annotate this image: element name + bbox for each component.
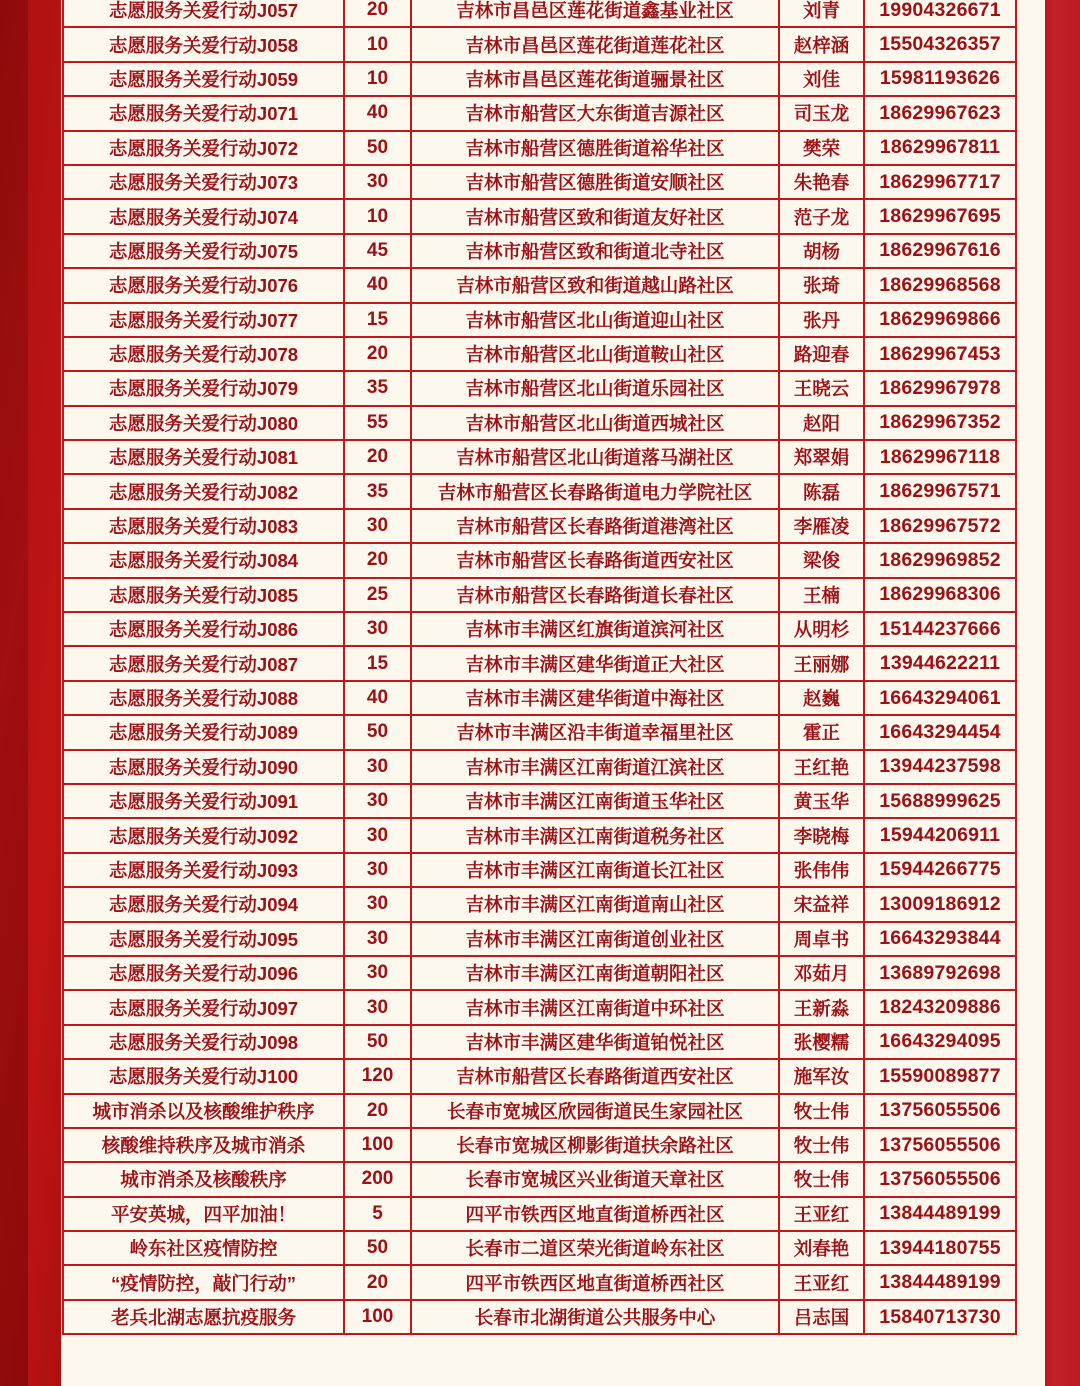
table-row	[63, 337, 1016, 371]
cell-organization: 吉林市船营区长春路街道电力学院社区	[411, 474, 779, 508]
cell-activity-name: 志愿服务关爱行动J057	[63, 0, 344, 27]
cell-phone-number: 13756055506	[864, 1094, 1016, 1128]
cell-participant-count: 35	[344, 371, 411, 405]
cell-contact-person: 王红艳	[779, 750, 864, 784]
cell-contact-person: 牧士伟	[779, 1128, 864, 1162]
cell-phone-number: 15144237666	[864, 612, 1016, 646]
table-row	[63, 646, 1016, 680]
cell-organization: 吉林市船营区北山街道迎山社区	[411, 303, 779, 337]
cell-contact-person: 李雁凌	[779, 509, 864, 543]
table-body	[63, 0, 1016, 1334]
cell-organization: 吉林市丰满区江南街道税务社区	[411, 818, 779, 852]
cell-activity-name: 志愿服务关爱行动J073	[63, 165, 344, 199]
cell-contact-person: 路迎春	[779, 337, 864, 371]
table-row	[63, 199, 1016, 233]
cell-activity-name: 志愿服务关爱行动J093	[63, 853, 344, 887]
cell-contact-person: 王亚红	[779, 1265, 864, 1299]
table-row	[63, 543, 1016, 577]
cell-participant-count: 50	[344, 131, 411, 165]
table-row	[63, 818, 1016, 852]
cell-contact-person: 张伟伟	[779, 853, 864, 887]
table-row	[63, 1094, 1016, 1128]
cell-activity-name: 志愿服务关爱行动J092	[63, 818, 344, 852]
cell-activity-name: 志愿服务关爱行动J091	[63, 784, 344, 818]
cell-activity-name: 志愿服务关爱行动J094	[63, 887, 344, 921]
decorative-left-dark-band	[0, 0, 28, 1386]
cell-organization: 长春市宽城区兴业街道天章社区	[411, 1162, 779, 1196]
cell-contact-person: 胡杨	[779, 234, 864, 268]
cell-activity-name: 志愿服务关爱行动J095	[63, 922, 344, 956]
cell-activity-name: 志愿服务关爱行动J058	[63, 27, 344, 61]
cell-organization: 吉林市丰满区江南街道朝阳社区	[411, 956, 779, 990]
cell-activity-name: 志愿服务关爱行动J080	[63, 406, 344, 440]
cell-organization: 吉林市船营区致和街道友好社区	[411, 199, 779, 233]
cell-contact-person: 刘青	[779, 0, 864, 27]
table-row	[63, 440, 1016, 474]
cell-participant-count: 30	[344, 612, 411, 646]
cell-organization: 四平市铁西区地直街道桥西社区	[411, 1197, 779, 1231]
cell-participant-count: 50	[344, 1025, 411, 1059]
cell-activity-name: 城市消杀以及核酸维护秩序	[63, 1094, 344, 1128]
cell-participant-count: 30	[344, 922, 411, 956]
cell-activity-name: 岭东社区疫情防控	[63, 1231, 344, 1265]
cell-organization: 吉林市丰满区江南街道南山社区	[411, 887, 779, 921]
cell-contact-person: 梁俊	[779, 543, 864, 577]
table-row	[63, 509, 1016, 543]
table-row	[63, 887, 1016, 921]
cell-organization: 吉林市丰满区江南街道中环社区	[411, 990, 779, 1024]
cell-contact-person: 郑翠娟	[779, 440, 864, 474]
table-row	[63, 853, 1016, 887]
table-row	[63, 27, 1016, 61]
cell-activity-name: 志愿服务关爱行动J088	[63, 681, 344, 715]
cell-participant-count: 30	[344, 750, 411, 784]
cell-phone-number: 13944237598	[864, 750, 1016, 784]
cell-organization: 吉林市船营区北山街道鞍山社区	[411, 337, 779, 371]
cell-participant-count: 100	[344, 1300, 411, 1334]
cell-organization: 吉林市丰满区江南街道江滨社区	[411, 750, 779, 784]
cell-phone-number: 18629968568	[864, 268, 1016, 302]
cell-activity-name: 志愿服务关爱行动J074	[63, 199, 344, 233]
table-row	[63, 1025, 1016, 1059]
cell-phone-number: 13756055506	[864, 1128, 1016, 1162]
cell-phone-number: 16643294454	[864, 715, 1016, 749]
cell-activity-name: 志愿服务关爱行动J096	[63, 956, 344, 990]
cell-contact-person: 朱艳春	[779, 165, 864, 199]
cell-organization: 吉林市船营区致和街道越山路社区	[411, 268, 779, 302]
table-row	[63, 784, 1016, 818]
cell-contact-person: 霍正	[779, 715, 864, 749]
cell-phone-number: 18629967695	[864, 199, 1016, 233]
cell-activity-name: 志愿服务关爱行动J087	[63, 646, 344, 680]
table-row	[63, 62, 1016, 96]
cell-activity-name: 志愿服务关爱行动J089	[63, 715, 344, 749]
cell-activity-name: 老兵北湖志愿抗疫服务	[63, 1300, 344, 1334]
table-row	[63, 1265, 1016, 1299]
cell-activity-name: 志愿服务关爱行动J071	[63, 96, 344, 130]
table-row	[63, 612, 1016, 646]
cell-organization: 四平市铁西区地直街道桥西社区	[411, 1265, 779, 1299]
table-row	[63, 131, 1016, 165]
decorative-left-red-band	[28, 0, 61, 1386]
cell-organization: 吉林市船营区长春路街道港湾社区	[411, 509, 779, 543]
table-row	[63, 1197, 1016, 1231]
cell-phone-number: 18629968306	[864, 578, 1016, 612]
cell-participant-count: 40	[344, 268, 411, 302]
cell-organization: 吉林市昌邑区莲花街道莲花社区	[411, 27, 779, 61]
cell-activity-name: 城市消杀及核酸秩序	[63, 1162, 344, 1196]
cell-organization: 长春市宽城区柳影街道扶余路社区	[411, 1128, 779, 1162]
cell-organization: 长春市二道区荣光街道岭东社区	[411, 1231, 779, 1265]
cell-participant-count: 50	[344, 1231, 411, 1265]
cell-organization: 长春市北湖街道公共服务中心	[411, 1300, 779, 1334]
cell-participant-count: 55	[344, 406, 411, 440]
cell-organization: 吉林市船营区大东街道吉源社区	[411, 96, 779, 130]
cell-contact-person: 王新淼	[779, 990, 864, 1024]
cell-phone-number: 15504326357	[864, 27, 1016, 61]
cell-contact-person: 刘春艳	[779, 1231, 864, 1265]
cell-phone-number: 13844489199	[864, 1265, 1016, 1299]
cell-phone-number: 13944622211	[864, 646, 1016, 680]
cell-phone-number: 18629967118	[864, 440, 1016, 474]
cell-participant-count: 20	[344, 1094, 411, 1128]
cell-organization: 吉林市船营区北山街道落马湖社区	[411, 440, 779, 474]
cell-organization: 吉林市丰满区建华街道中海社区	[411, 681, 779, 715]
volunteer-activity-table-container	[62, 0, 1015, 1335]
cell-activity-name: 志愿服务关爱行动J090	[63, 750, 344, 784]
cell-organization: 吉林市船营区德胜街道安顺社区	[411, 165, 779, 199]
cell-participant-count: 30	[344, 887, 411, 921]
table-row	[63, 1128, 1016, 1162]
volunteer-activity-table	[62, 0, 1017, 1335]
cell-phone-number: 15840713730	[864, 1300, 1016, 1334]
cell-participant-count: 20	[344, 1265, 411, 1299]
table-row	[63, 681, 1016, 715]
cell-contact-person: 王丽娜	[779, 646, 864, 680]
cell-participant-count: 30	[344, 853, 411, 887]
cell-participant-count: 30	[344, 956, 411, 990]
cell-activity-name: 志愿服务关爱行动J079	[63, 371, 344, 405]
cell-contact-person: 赵巍	[779, 681, 864, 715]
cell-phone-number: 15944266775	[864, 853, 1016, 887]
cell-activity-name: “疫情防控，敲门行动”	[63, 1265, 344, 1299]
cell-activity-name: 志愿服务关爱行动J081	[63, 440, 344, 474]
cell-phone-number: 18629967453	[864, 337, 1016, 371]
cell-contact-person: 王楠	[779, 578, 864, 612]
cell-participant-count: 20	[344, 543, 411, 577]
cell-participant-count: 120	[344, 1059, 411, 1093]
table-row	[63, 0, 1016, 27]
cell-contact-person: 张琦	[779, 268, 864, 302]
cell-participant-count: 30	[344, 990, 411, 1024]
cell-activity-name: 志愿服务关爱行动J097	[63, 990, 344, 1024]
table-row	[63, 1059, 1016, 1093]
cell-phone-number: 13844489199	[864, 1197, 1016, 1231]
cell-activity-name: 志愿服务关爱行动J076	[63, 268, 344, 302]
cell-participant-count: 30	[344, 509, 411, 543]
cell-participant-count: 15	[344, 303, 411, 337]
cell-phone-number: 18629967623	[864, 96, 1016, 130]
cell-contact-person: 张樱糯	[779, 1025, 864, 1059]
cell-participant-count: 10	[344, 27, 411, 61]
table-row	[63, 1231, 1016, 1265]
cell-organization: 吉林市丰满区沿丰街道幸福里社区	[411, 715, 779, 749]
cell-participant-count: 20	[344, 440, 411, 474]
cell-participant-count: 10	[344, 199, 411, 233]
cell-organization: 长春市宽城区欣园街道民生家园社区	[411, 1094, 779, 1128]
table-row	[63, 578, 1016, 612]
cell-contact-person: 从明杉	[779, 612, 864, 646]
cell-activity-name: 志愿服务关爱行动J078	[63, 337, 344, 371]
cell-contact-person: 周卓书	[779, 922, 864, 956]
cell-organization: 吉林市昌邑区莲花街道骊景社区	[411, 62, 779, 96]
cell-participant-count: 10	[344, 62, 411, 96]
table-row	[63, 96, 1016, 130]
cell-participant-count: 5	[344, 1197, 411, 1231]
cell-phone-number: 18629967811	[864, 131, 1016, 165]
cell-organization: 吉林市船营区长春路街道西安社区	[411, 1059, 779, 1093]
cell-activity-name: 志愿服务关爱行动J100	[63, 1059, 344, 1093]
cell-participant-count: 25	[344, 578, 411, 612]
table-row	[63, 750, 1016, 784]
cell-organization: 吉林市船营区德胜街道裕华社区	[411, 131, 779, 165]
cell-participant-count: 15	[344, 646, 411, 680]
cell-phone-number: 15688999625	[864, 784, 1016, 818]
cell-phone-number: 18629967571	[864, 474, 1016, 508]
cell-activity-name: 志愿服务关爱行动J086	[63, 612, 344, 646]
cell-contact-person: 司玉龙	[779, 96, 864, 130]
cell-phone-number: 13689792698	[864, 956, 1016, 990]
cell-organization: 吉林市船营区北山街道乐园社区	[411, 371, 779, 405]
cell-organization: 吉林市丰满区建华街道铂悦社区	[411, 1025, 779, 1059]
cell-organization: 吉林市丰满区红旗街道滨河社区	[411, 612, 779, 646]
cell-activity-name: 志愿服务关爱行动J059	[63, 62, 344, 96]
cell-contact-person: 吕志国	[779, 1300, 864, 1334]
cell-contact-person: 刘佳	[779, 62, 864, 96]
cell-phone-number: 16643294095	[864, 1025, 1016, 1059]
table-row	[63, 268, 1016, 302]
cell-phone-number: 18629967717	[864, 165, 1016, 199]
cell-phone-number: 15590089877	[864, 1059, 1016, 1093]
cell-organization: 吉林市丰满区江南街道长江社区	[411, 853, 779, 887]
cell-organization: 吉林市昌邑区莲花街道鑫基业社区	[411, 0, 779, 27]
cell-organization: 吉林市丰满区江南街道创业社区	[411, 922, 779, 956]
table-row	[63, 371, 1016, 405]
cell-contact-person: 李晓梅	[779, 818, 864, 852]
cell-phone-number: 18629969866	[864, 303, 1016, 337]
cell-activity-name: 志愿服务关爱行动J085	[63, 578, 344, 612]
cell-phone-number: 18629967978	[864, 371, 1016, 405]
cell-phone-number: 16643293844	[864, 922, 1016, 956]
cell-phone-number: 16643294061	[864, 681, 1016, 715]
cell-phone-number: 13009186912	[864, 887, 1016, 921]
cell-organization: 吉林市丰满区建华街道正大社区	[411, 646, 779, 680]
cell-phone-number: 13944180755	[864, 1231, 1016, 1265]
cell-participant-count: 35	[344, 474, 411, 508]
cell-contact-person: 牧士伟	[779, 1162, 864, 1196]
cell-organization: 吉林市船营区长春路街道长春社区	[411, 578, 779, 612]
cell-contact-person: 黄玉华	[779, 784, 864, 818]
cell-participant-count: 30	[344, 818, 411, 852]
cell-phone-number: 18629967352	[864, 406, 1016, 440]
cell-phone-number: 19904326671	[864, 0, 1016, 27]
cell-contact-person: 王晓云	[779, 371, 864, 405]
table-row	[63, 1300, 1016, 1334]
table-row	[63, 990, 1016, 1024]
table-row	[63, 715, 1016, 749]
cell-participant-count: 100	[344, 1128, 411, 1162]
table-row	[63, 234, 1016, 268]
cell-contact-person: 牧士伟	[779, 1094, 864, 1128]
cell-phone-number: 15981193626	[864, 62, 1016, 96]
cell-organization: 吉林市船营区北山街道西城社区	[411, 406, 779, 440]
cell-contact-person: 樊荣	[779, 131, 864, 165]
cell-participant-count: 20	[344, 337, 411, 371]
cell-contact-person: 王亚红	[779, 1197, 864, 1231]
cell-contact-person: 赵梓涵	[779, 27, 864, 61]
cell-activity-name: 志愿服务关爱行动J084	[63, 543, 344, 577]
cell-participant-count: 20	[344, 0, 411, 27]
table-row	[63, 956, 1016, 990]
cell-contact-person: 施军汝	[779, 1059, 864, 1093]
cell-contact-person: 赵阳	[779, 406, 864, 440]
cell-phone-number: 13756055506	[864, 1162, 1016, 1196]
decorative-right-red-band	[1045, 0, 1080, 1386]
table-row	[63, 1162, 1016, 1196]
table-row	[63, 165, 1016, 199]
cell-organization: 吉林市船营区致和街道北寺社区	[411, 234, 779, 268]
cell-contact-person: 邓茹月	[779, 956, 864, 990]
table-row	[63, 474, 1016, 508]
cell-activity-name: 志愿服务关爱行动J098	[63, 1025, 344, 1059]
cell-phone-number: 15944206911	[864, 818, 1016, 852]
cell-participant-count: 40	[344, 96, 411, 130]
cell-participant-count: 40	[344, 681, 411, 715]
cell-phone-number: 18629969852	[864, 543, 1016, 577]
cell-participant-count: 45	[344, 234, 411, 268]
table-row	[63, 406, 1016, 440]
cell-activity-name: 志愿服务关爱行动J077	[63, 303, 344, 337]
cell-activity-name: 志愿服务关爱行动J075	[63, 234, 344, 268]
cell-phone-number: 18629967616	[864, 234, 1016, 268]
cell-participant-count: 30	[344, 784, 411, 818]
cell-activity-name: 志愿服务关爱行动J082	[63, 474, 344, 508]
cell-contact-person: 宋益祥	[779, 887, 864, 921]
cell-participant-count: 50	[344, 715, 411, 749]
cell-participant-count: 30	[344, 165, 411, 199]
cell-participant-count: 200	[344, 1162, 411, 1196]
cell-contact-person: 陈磊	[779, 474, 864, 508]
cell-contact-person: 张丹	[779, 303, 864, 337]
cell-organization: 吉林市船营区长春路街道西安社区	[411, 543, 779, 577]
cell-activity-name: 志愿服务关爱行动J083	[63, 509, 344, 543]
table-row	[63, 922, 1016, 956]
cell-activity-name: 平安英城，四平加油！	[63, 1197, 344, 1231]
table-row	[63, 303, 1016, 337]
cell-contact-person: 范子龙	[779, 199, 864, 233]
cell-phone-number: 18629967572	[864, 509, 1016, 543]
cell-phone-number: 18243209886	[864, 990, 1016, 1024]
cell-activity-name: 核酸维持秩序及城市消杀	[63, 1128, 344, 1162]
cell-activity-name: 志愿服务关爱行动J072	[63, 131, 344, 165]
cell-organization: 吉林市丰满区江南街道玉华社区	[411, 784, 779, 818]
